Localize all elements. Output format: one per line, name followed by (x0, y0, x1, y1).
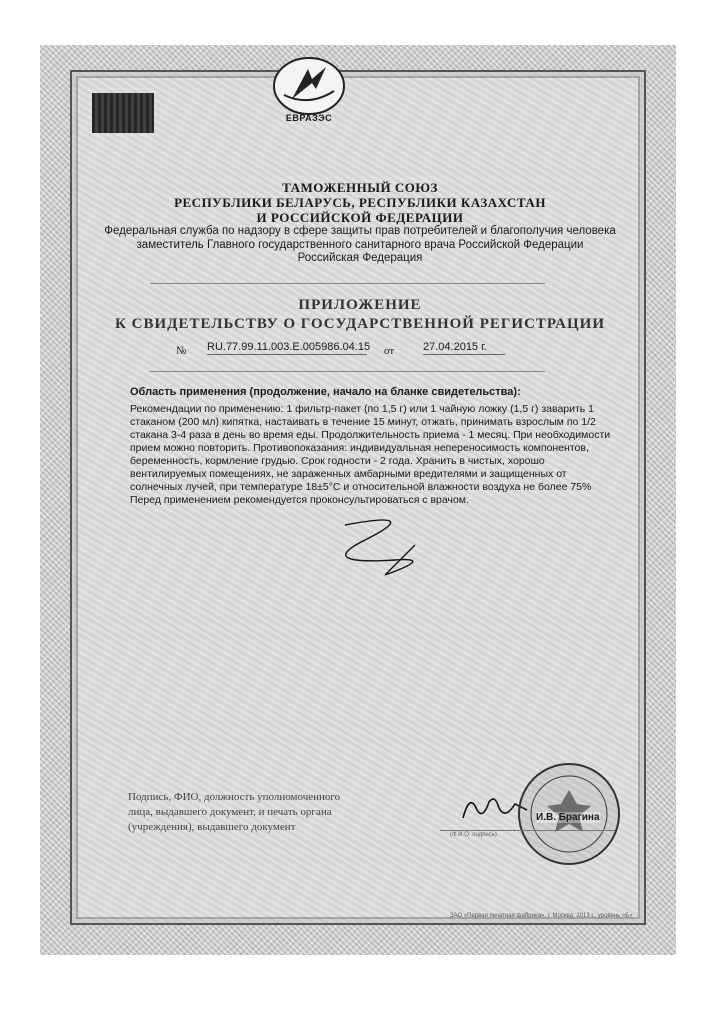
caption-line: лица, выдавшего документ, и печать органа (128, 806, 332, 818)
text-line: вентилируемых помещениях, не зараженных амбарными вредителями и защищенных от (130, 468, 567, 480)
divider (150, 371, 545, 372)
header-line: ТАМОЖЕННЫЙ СОЮЗ (282, 180, 438, 195)
printer-line: ЗАО «Первая печатная фабрика», г. Москва, 2013 г., уровень «Б» (450, 913, 633, 919)
text-line: солнечных лучей, при температуре 18±5°С и относительной влажности воздуха не более 75% (130, 481, 592, 493)
text-line: беременность, кормление грудью. Срок годности - 2 года. Хранить в чистых, хорошо (130, 455, 545, 467)
registration-number: RU.77.99.11.003.E.005986.04.15 (207, 341, 371, 353)
eurasec-logo (270, 55, 348, 129)
title-line: ПРИЛОЖЕНИЕ (298, 297, 422, 313)
caption-line: (учреждения), выдавшего документ (128, 821, 296, 833)
text-line: прием можно повторить. Противопоказания: индивидуальная непереносимость компонентов, (130, 442, 589, 454)
divider (150, 283, 545, 284)
text-line: Перед применением рекомендуется проконсультироваться с врачом. (130, 494, 469, 506)
text-line: Рекомендации по применению: 1 фильтр-пакет (по 1,5 г) или 1 чайную ложку (1,5 г) заварить 1 (130, 403, 595, 415)
text-line: стакана 3-4 раза в день во время еды. Продолжительность приема - 1 месяц. При необходимости (130, 429, 611, 441)
caption-line: Подпись, ФИО, должность уполномоченного (128, 791, 341, 803)
signature-line (440, 830, 615, 831)
customs-union-header (80, 180, 640, 225)
application-text (130, 403, 611, 507)
header-line: И РОССИЙСКОЙ ФЕДЕРАЦИИ (256, 210, 464, 225)
area-of-application-title: Область применения (продолжение, начало на бланке свидетельства): (130, 386, 521, 398)
header-line: РЕСПУБЛИКИ БЕЛАРУСЬ, РЕСПУБЛИКИ КАЗАХСТАН (174, 195, 546, 210)
authority-line: Федеральная служба по надзору в сфере защиты прав потребителей и благополучия человека (104, 225, 616, 237)
ornament-pattern (92, 93, 154, 133)
registration-date: 27.04.2015 г. (423, 341, 505, 355)
document-title (80, 296, 640, 334)
title-line: К СВИДЕТЕЛЬСТВУ О ГОСУДАРСТВЕННОЙ РЕГИСТРАЦИИ (115, 316, 605, 332)
text-line: стаканом (200 мл) кипятка, настаивать в течение 15 минут, отжать, принимать взрослым по 1/2 (130, 416, 596, 428)
number-label: № (176, 345, 187, 357)
signature-caption (128, 790, 398, 835)
authority-block (80, 225, 640, 266)
signer-name: И.В. Брагина (536, 812, 600, 823)
authority-line: Российская Федерация (297, 252, 423, 264)
authority-line: заместитель Главного государственного санитарного врача Российской Федерации (136, 238, 584, 251)
closing-scribble (305, 505, 435, 585)
logo-text: ЕВРАЗЭС (285, 113, 333, 123)
date-label: от (384, 345, 395, 357)
signer-caption: (Ф.И.О. подпись) (450, 832, 497, 838)
eurasec-emblem-icon (270, 55, 348, 117)
